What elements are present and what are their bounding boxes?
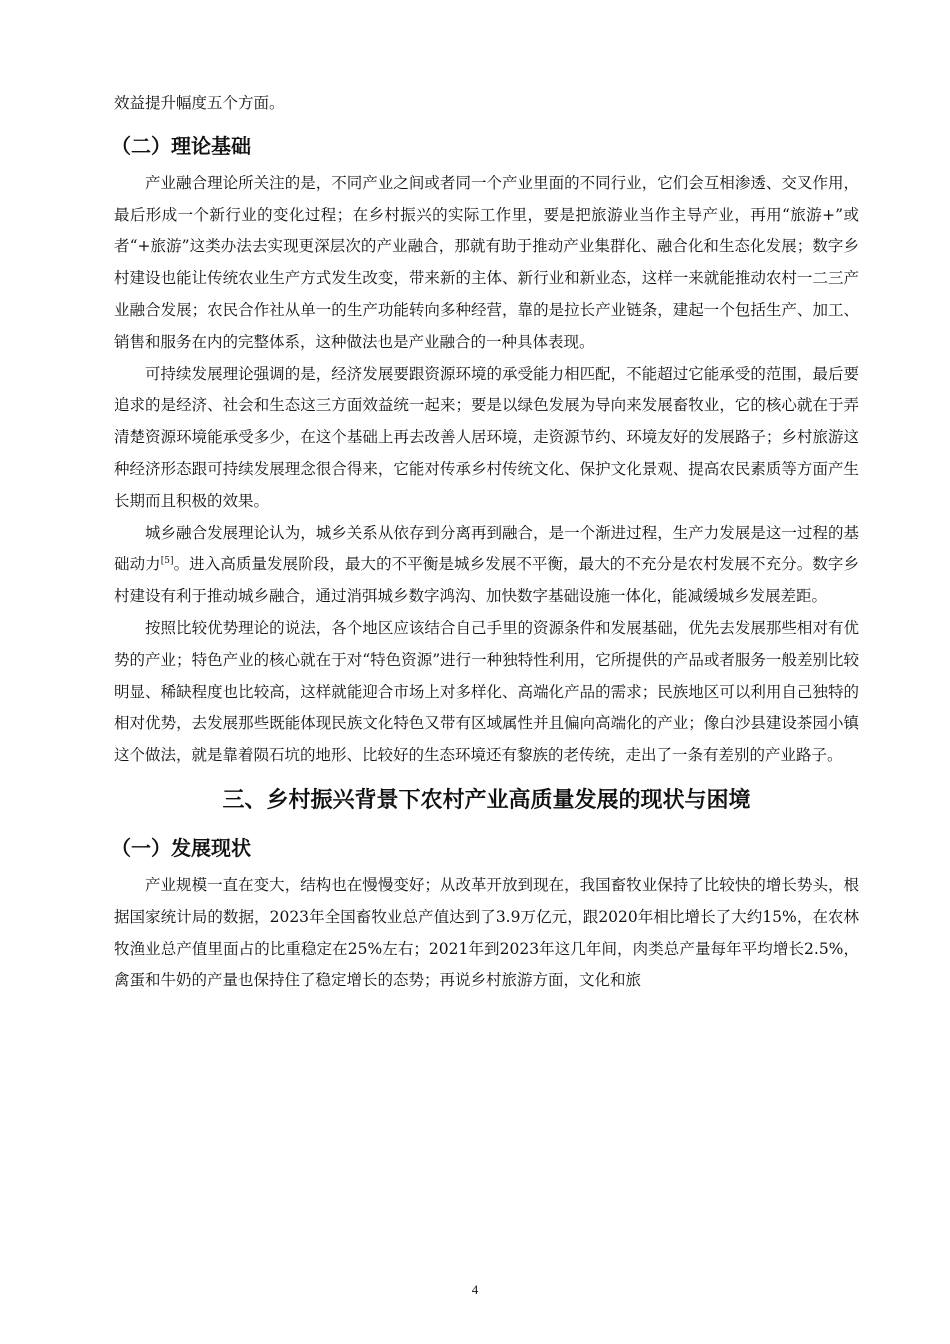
page-number: 4 [471,1282,479,1297]
paragraph: 产业融合理论所关注的是，不同产业之间或者同一个产业里面的不同行业，它们会互相渗透、交叉作用，最后形成一个新行业的变化过程；在乡村振兴的实际工作里，要是把旅游业当作主导产业，再用“旅游+”或者“+旅游”这类办法去实现更深层次的产业融合，那就有助于推动产业集群化、融合化和生态化发展；数字乡村建设也能让传统农业生产方式发生改变，带来新的主体、新行业和新业态，这样一来就能推动农村一二三产业融合发展；农民合作社从单一的生产功能转向多种经营，靠的是拉长产业链条，建起一个包括生产、加工、销售和服务在内的完整体系，这种做法也是产业融合的一种具体表现。 [114,173,859,351]
section-heading: （二）理论基础 [111,133,251,158]
paragraph-text: 城乡融合发展理论认为，城乡关系从依存到分离再到融合，是一个渐进过程，生产力发展是这一过程的基础动力 [114,523,859,574]
paragraph-text: 。进入高质量发展阶段，最大的不平衡是城乡发展不平衡，最大的不充分是农村发展不充分。数字乡村建设有利于推动城乡融合，通过消弭城乡数字鸿沟、加快数字基础设施一体化，能减缓城乡发展差距。 [114,555,859,606]
section-heading: （一）发展现状 [111,835,251,860]
paragraph [114,518,859,613]
chapter-heading: 三、乡村振兴背景下农村产业高质量发展的现状与困境 [222,787,751,813]
paragraph: 可持续发展理论强调的是，经济发展要跟资源环境的承受能力相匹配，不能超过它能承受的范围，最后要追求的是经济、社会和生态这三方面效益统一起来；要是以绿色发展为导向来发展畜牧业，它的核心就在于弄清楚资源环境能承受多少，在这个基础上再去改善人居环境，走资源节约、环境友好的发展路子；乡村旅游这种经济形态跟可持续发展理念很合得来，它能对传承乡村传统文化、保护文化景观、提高农民素质等方面产生长期而且积极的效果。 [114,364,859,510]
paragraph: 效益提升幅度五个方面。 [114,94,285,112]
citation-ref: [5] [160,556,174,567]
paragraph: 按照比较优势理论的说法，各个地区应该结合自己手里的资源条件和发展基础，优先去发展那些相对有优势的产业；特色产业的核心就在于对“特色资源”进行一种独特性利用，它所提供的产品或者服务一般差别比较明显、稀缺程度也比较高，这样就能迎合市场上对多样化、高端化产品的需求；民族地区可以利用自己独特的相对优势，去发展那些既能体现民族文化特色又带有区域属性并且偏向高端化的产业；像白沙县建设茶园小镇这个做法，就是靠着陨石坑的地形、比较好的生态环境还有黎族的老传统，走出了一条有差别的产业路子。 [114,618,859,765]
paragraph: 产业规模一直在变大，结构也在慢慢变好；从改革开放到现在，我国畜牧业保持了比较快的增长势头，根据国家统计局的数据，2023年全国畜牧业总产值达到了3.9万亿元，跟2020年相比增长了大约15%，在农林牧渔业总产值里面占的比重稳定在25%左右；2021年到2023年这几年间，肉类总产量每年平均增长2.5%，禽蛋和牛奶的产量也保持住了稳定增长的态势；再说乡村旅游方面，文化和旅 [114,875,859,990]
page-body [111,88,859,997]
